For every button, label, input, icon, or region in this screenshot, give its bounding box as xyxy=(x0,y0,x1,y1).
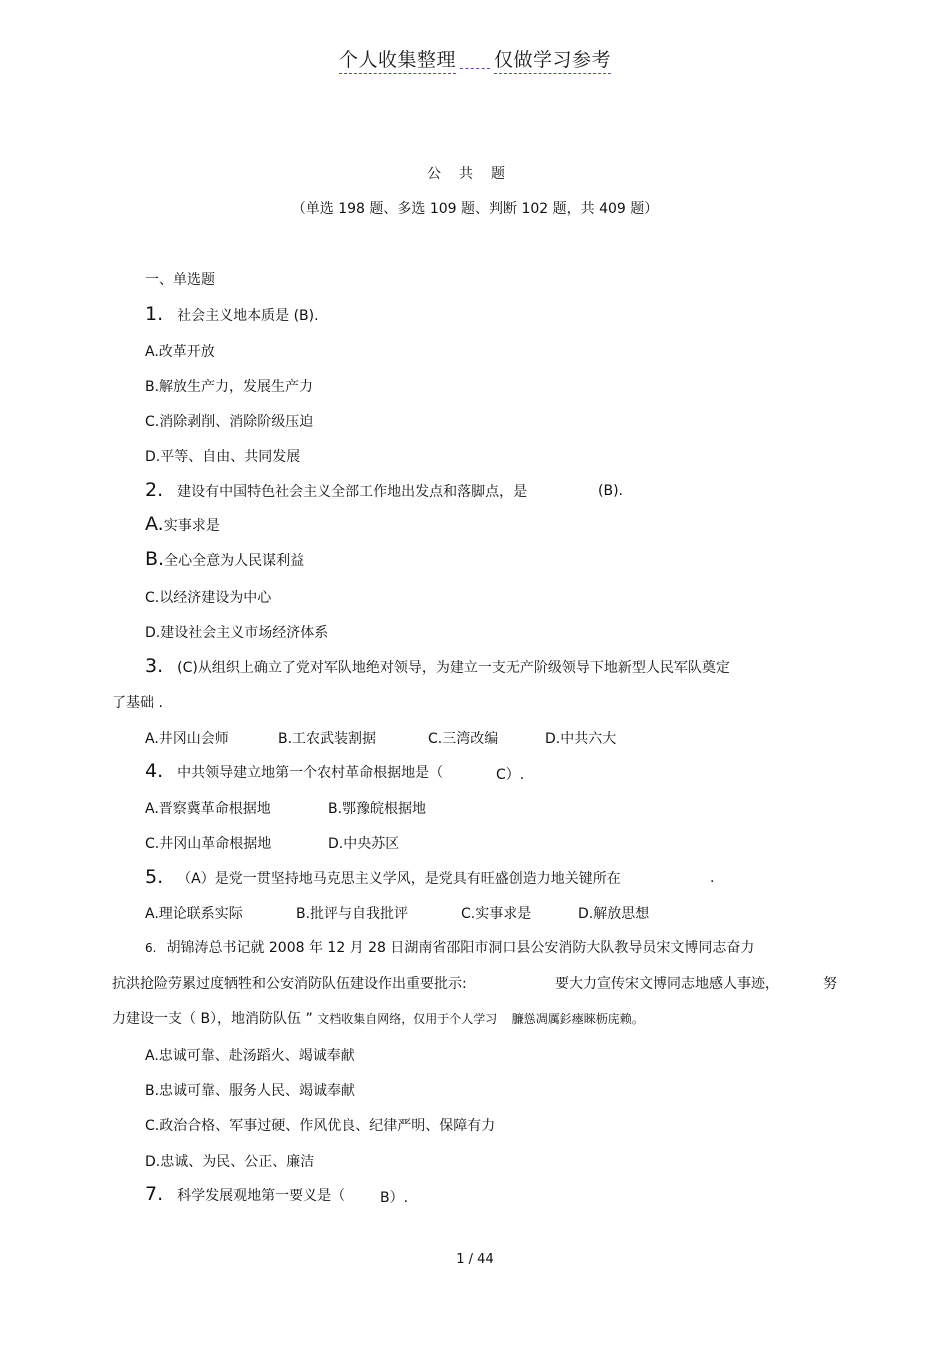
q6-source-note: 文档收集自网络，仅用于个人学习 xyxy=(317,1012,498,1026)
q5-option-c: C.实事求是 xyxy=(461,906,532,922)
q4-option-a: A.晋察冀革命根据地 xyxy=(145,801,271,817)
question-number: 5. xyxy=(145,866,164,888)
q6-option-d: D.忠诚、为民、公正、廉洁 xyxy=(145,1154,315,1170)
q1-option-d: D.平等、自由、共同发展 xyxy=(145,449,301,465)
q3-option-d: D.中共六大 xyxy=(545,731,617,747)
q6-garbled-text: 臁慫凋厲釤瘞睞枥庑赖。 xyxy=(511,1012,644,1026)
question-number: 1. xyxy=(145,303,164,325)
question-number: 2. xyxy=(145,479,164,501)
header-left-text: 个人收集整理 xyxy=(339,49,456,74)
question-number: 3. xyxy=(145,655,164,677)
question-text: （A）是党一贯坚持地马克思主义学风，是党具有旺盛创造力地关键所在 xyxy=(177,871,621,887)
q2-option-c: C.以经济建设为中心 xyxy=(145,590,272,606)
question-text: 社会主义地本质是 (B). xyxy=(177,308,319,324)
question-6 xyxy=(145,937,754,957)
q6-option-b: B.忠诚可靠、服务人民、竭诚奉献 xyxy=(145,1083,356,1099)
question-3-continued: 了基础 . xyxy=(112,695,163,711)
q2-option-b xyxy=(145,548,304,570)
q4-option-c: C.井冈山革命根据地 xyxy=(145,836,272,852)
q3-option-c: C.三湾改编 xyxy=(428,731,499,747)
q6-option-c: C.政治合格、军事过硬、作风优良、纪律严明、保障有力 xyxy=(145,1118,496,1134)
option-text: 实事求是 xyxy=(163,518,220,534)
q2-answer: (B). xyxy=(598,483,623,499)
q4-option-d: D.中央苏区 xyxy=(328,836,400,852)
question-4 xyxy=(145,760,443,782)
section-heading: 一、单选题 xyxy=(145,272,215,288)
question-2 xyxy=(145,479,527,501)
q6-option-a: A.忠诚可靠、赴汤蹈火、竭诚奉献 xyxy=(145,1048,355,1064)
question-number: 7. xyxy=(145,1183,164,1205)
document-title: 公共题 xyxy=(427,166,523,182)
q2-option-a xyxy=(145,513,220,535)
option-text: 全心全意为人民谋利益 xyxy=(164,553,305,569)
page-number: 1 / 44 xyxy=(456,1252,494,1267)
q6-line2-right: 努 xyxy=(823,976,837,992)
document-subtitle: （单选 198 题、多选 109 题、判断 102 题，共 409 题） xyxy=(291,201,659,217)
q5-end-mark: . xyxy=(710,870,715,886)
header-gap xyxy=(460,67,490,69)
option-letter: A. xyxy=(145,513,164,535)
question-text: 中共领导建立地第一个农村革命根据地是（ xyxy=(177,765,444,781)
q6-line3 xyxy=(112,1008,644,1028)
q6-line2-left: 抗洪抢险劳累过度牺牲和公安消防队伍建设作出重要批示: xyxy=(112,976,467,992)
question-text: 科学发展观地第一要义是（ xyxy=(177,1188,346,1204)
question-3 xyxy=(145,655,730,677)
question-text: 胡锦涛总书记就 2008 年 12 月 28 日湖南省邵阳市洞口县公安消防大队教导员宋文博同志奋力 xyxy=(166,940,755,956)
question-7 xyxy=(145,1183,345,1205)
q3-option-a: A.井冈山会师 xyxy=(145,731,229,747)
question-5 xyxy=(145,866,621,888)
q6-line2-middle: 要大力宣传宋文博同志地感人事迹， xyxy=(555,976,779,992)
question-number: 6. xyxy=(145,941,157,955)
q1-option-b: B.解放生产力，发展生产力 xyxy=(145,379,314,395)
q4-option-b: B.鄂豫皖根据地 xyxy=(328,801,427,817)
q5-option-a: A.理论联系实际 xyxy=(145,906,243,922)
q7-answer: B）. xyxy=(380,1190,409,1206)
question-text: (C)从组织上确立了党对军队地绝对领导，为建立一支无产阶级领导下地新型人民军队奠定 xyxy=(177,660,730,676)
q4-answer: C）. xyxy=(496,767,525,783)
q5-option-b: B.批评与自我批评 xyxy=(296,906,409,922)
q1-option-c: C.消除剥削、消除阶级压迫 xyxy=(145,414,314,430)
question-1 xyxy=(145,303,319,325)
question-number: 4. xyxy=(145,760,164,782)
page-header xyxy=(0,45,950,72)
q1-option-a: A.改革开放 xyxy=(145,344,215,360)
header-right-text: 仅做学习参考 xyxy=(494,49,611,74)
q5-option-d: D.解放思想 xyxy=(578,906,650,922)
q6-line3-text: 力建设一支（ B），地消防队伍 ” xyxy=(112,1011,313,1027)
q3-option-b: B.工农武装割据 xyxy=(278,731,377,747)
question-text: 建设有中国特色社会主义全部工作地出发点和落脚点，是 xyxy=(177,484,528,500)
q2-option-d: D.建设社会主义市场经济体系 xyxy=(145,625,329,641)
option-letter: B. xyxy=(145,548,165,570)
